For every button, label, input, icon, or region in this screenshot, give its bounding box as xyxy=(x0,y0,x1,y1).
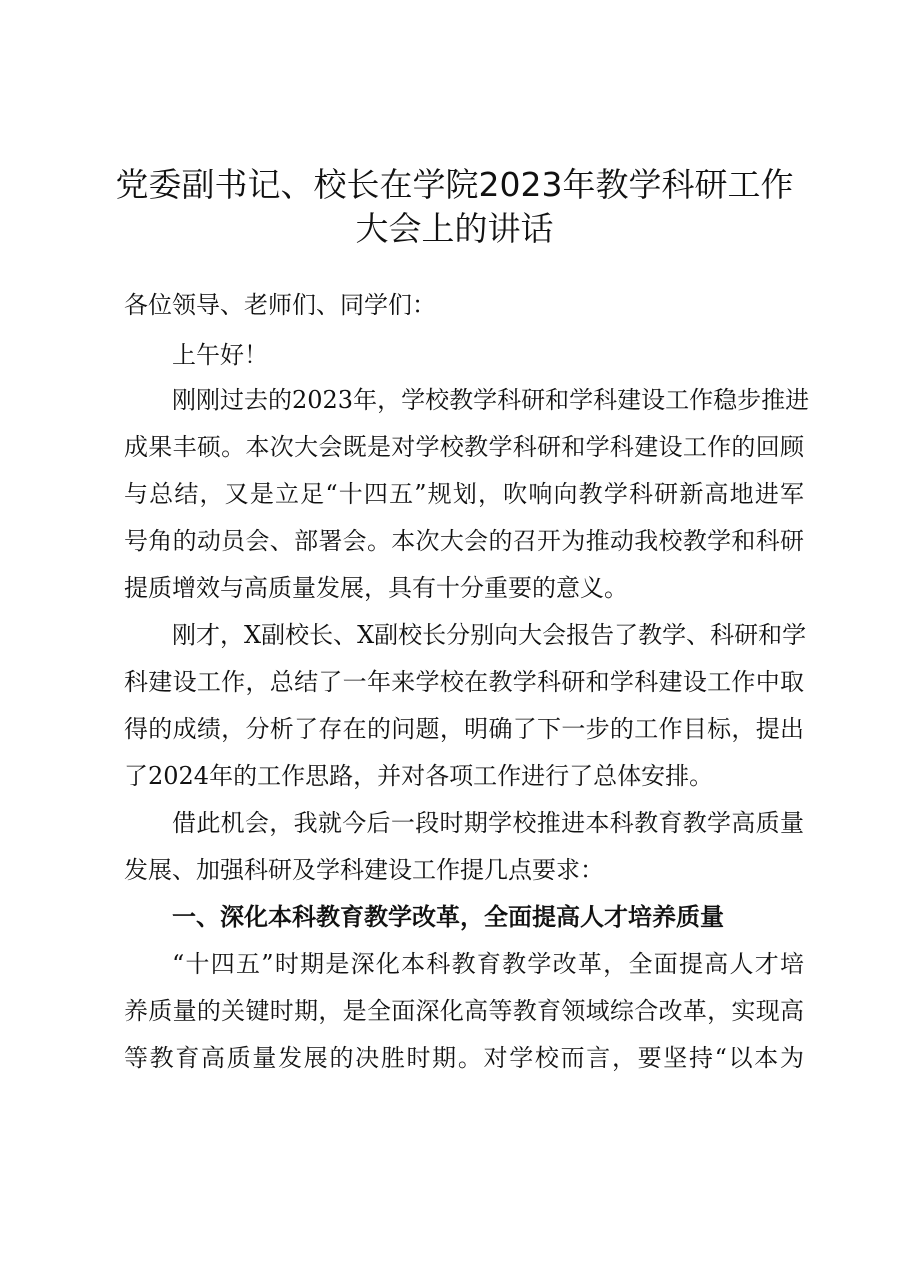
paragraph-1-line-3: 与总结，又是立足“十四五”规划，吹响向教学科研新高地进军 xyxy=(124,480,804,508)
paragraph-3-line-1: 借此机会，我就今后一段时期学校推进本科教育教学高质量 xyxy=(172,809,804,837)
document-title-line-1: 党委副书记、校长在学院2023年教学科研工作 xyxy=(115,165,794,204)
paragraph-1-line-4: 号角的动员会、部署会。本次大会的召开为推动我校教学和科研 xyxy=(124,527,804,555)
section-1-line-2: 养质量的关键时期，是全面深化高等教育领域综合改革，实现高 xyxy=(124,997,804,1025)
paragraph-2-line-1: 刚才，X副校长、X副校长分别向大会报告了教学、科研和学 xyxy=(172,621,807,649)
paragraph-1-line-2: 成果丰硕。本次大会既是对学校教学科研和学科建设工作的回顾 xyxy=(124,433,804,461)
section-1-line-3: 等教育高质量发展的决胜时期。对学校而言，要坚持“以本为 xyxy=(124,1044,804,1072)
paragraph-1-line-1: 刚刚过去的2023年，学校教学科研和学科建设工作稳步推进 xyxy=(172,386,810,414)
section-1-line-1: “十四五”时期是深化本科教育教学改革，全面提高人才培 xyxy=(172,950,804,978)
section-1-heading: 一、深化本科教育教学改革，全面提高人才培养质量 xyxy=(172,903,724,931)
document-title-line-2: 大会上的讲话 xyxy=(355,209,554,248)
greeting: 上午好！ xyxy=(172,341,268,369)
paragraph-2-line-2: 科建设工作，总结了一年来学校在教学科研和学科建设工作中取 xyxy=(124,668,804,696)
salutation: 各位领导、老师们、同学们： xyxy=(124,291,436,319)
paragraph-2-line-4: 了2024年的工作思路，并对各项工作进行了总体安排。 xyxy=(124,762,714,790)
paragraph-2-line-3: 得的成绩，分析了存在的问题，明确了下一步的工作目标，提出 xyxy=(124,715,804,743)
paragraph-3-line-2: 发展、加强科研及学科建设工作提几点要求： xyxy=(124,856,604,884)
paragraph-1-line-5: 提质增效与高质量发展，具有十分重要的意义。 xyxy=(124,574,628,602)
